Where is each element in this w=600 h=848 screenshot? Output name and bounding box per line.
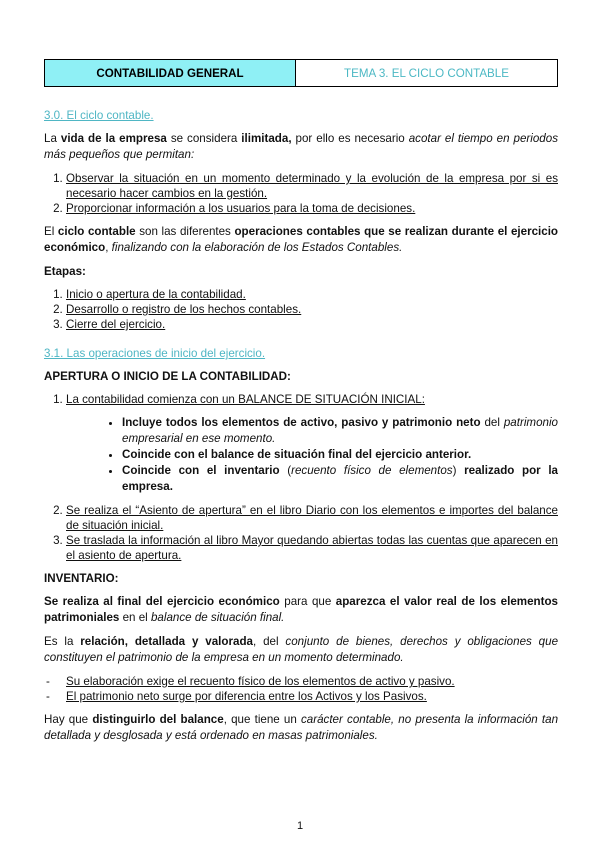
dash-item	[44, 674, 558, 689]
list-item-text: Se traslada la información al libro Mayor quedando abiertas todas las cuentas que aparecen en el asiento de apertura.	[66, 534, 558, 562]
paragraph-inventario-final	[44, 594, 558, 626]
list-item-text: Cierre del ejercicio.	[66, 318, 166, 331]
text-run-italic: carácter contable, no presenta la información tan detallada y desglosada y está ordenado en masas patrimoniales.	[44, 713, 559, 742]
list-item	[66, 287, 558, 302]
dash-item-text: Su elaboración exige el recuento físico de los elementos de activo y pasivo.	[66, 675, 455, 688]
text-run-bold: Coincide con el balance de situación final del ejercicio anterior.	[122, 448, 472, 461]
section-heading-3-1: 3.1. Las operaciones de inicio del ejercicio.	[44, 347, 266, 360]
text-run-bold: Coincide con el inventario	[122, 464, 280, 477]
etapas-list	[44, 287, 558, 332]
text-run-bold: aparezca el valor real de los elementos patrimoniales	[44, 595, 559, 624]
list-item	[66, 171, 558, 201]
apertura-title: APERTURA O INICIO DE LA CONTABILIDAD:	[44, 370, 291, 383]
text-run: para que	[279, 595, 336, 608]
list-item-text: Observar la situación en un momento determinado y la evolución de la empresa por si es necesario hacer cambios en la gestión.	[66, 172, 558, 200]
list-item-text: Desarrollo o registro de los hechos contables.	[66, 303, 302, 316]
text-run: en el	[119, 611, 151, 624]
document-header	[44, 59, 558, 87]
list-item	[66, 302, 558, 317]
list-item-text: La contabilidad comienza con un BALANCE DE SITUACIÓN INICIAL:	[66, 393, 425, 406]
text-run: La	[44, 132, 61, 145]
text-run-bold: distinguirlo del balance	[92, 713, 224, 726]
text-run: ,	[105, 241, 112, 254]
text-run: Es la	[44, 635, 81, 648]
text-run-bold: vida de la empresa	[60, 132, 167, 145]
bullet-item	[122, 463, 558, 495]
paragraph-inventario-definicion	[44, 634, 558, 666]
text-run-italic: finalizando con la elaboración de los Estados Contables.	[111, 241, 403, 254]
text-run-italic: conjunto de bienes, derechos y obligaciones que constituyen el patrimonio de la empresa en un momento determinado.	[44, 635, 559, 664]
list-item	[66, 392, 558, 495]
paragraph-distinguir-balance	[44, 712, 558, 744]
inventario-title: INVENTARIO:	[44, 572, 119, 585]
list-item-text: Se realiza el “Asiento de apertura” en el libro Diario con los elementos e importes del balance de situación inicial.	[66, 504, 558, 532]
text-run-bold: Se realiza al final del ejercicio económico	[44, 595, 280, 608]
list-item	[66, 317, 558, 332]
purposes-list	[44, 171, 558, 216]
text-run: por ello es necesario	[291, 132, 409, 145]
header-subject: CONTABILIDAD GENERAL	[45, 60, 296, 86]
page-number: 1	[296, 820, 304, 832]
balance-bullets	[66, 415, 558, 495]
text-run-bold: relación, detallada y valorada	[80, 635, 253, 648]
text-run-italic: balance de situación final.	[150, 611, 285, 624]
text-run-bold: ciclo contable	[57, 225, 136, 238]
text-run-bold: operaciones contables que se realizan durante el ejercicio económico	[44, 225, 559, 254]
text-run: Hay que	[44, 713, 93, 726]
text-run-italic: acotar el tiempo en periodos más pequeños que permitan:	[44, 132, 558, 161]
text-run: El	[44, 225, 58, 238]
text-run: son las diferentes	[135, 225, 235, 238]
section-heading-3-0: 3.0. El ciclo contable.	[44, 109, 154, 122]
text-run: , que tiene un	[223, 713, 301, 726]
list-item-text: Proporcionar información a los usuarios para la toma de decisiones.	[66, 202, 416, 215]
document-body	[44, 108, 558, 752]
text-run: )	[452, 464, 465, 477]
text-run-bold: ilimitada,	[241, 132, 292, 145]
text-run: (	[279, 464, 292, 477]
dash-item-text: El patrimonio neto surge por diferencia entre los Activos y los Pasivos.	[66, 690, 427, 703]
bullet-item	[122, 415, 558, 447]
text-run: , del	[252, 635, 286, 648]
paragraph-vida-empresa	[44, 131, 558, 163]
text-run: se considera	[166, 132, 242, 145]
bullet-item	[122, 447, 558, 463]
inventario-dash-list	[44, 674, 558, 704]
list-item	[66, 201, 558, 216]
text-run-bold: Incluye todos los elementos de activo, pasivo y patrimonio neto	[122, 416, 481, 429]
list-item-text: Inicio o apertura de la contabilidad.	[66, 288, 246, 301]
text-run-italic: patrimonio empresarial en ese momento.	[122, 416, 558, 445]
text-run: del	[480, 416, 504, 429]
text-run-bold: realizado por la empresa.	[122, 464, 558, 493]
dash-item	[44, 689, 558, 704]
paragraph-ciclo-contable	[44, 224, 558, 256]
text-run-italic: recuento físico de elementos	[291, 464, 453, 477]
apertura-list	[44, 392, 558, 563]
header-topic: TEMA 3. EL CICLO CONTABLE	[344, 66, 509, 80]
list-item	[66, 503, 558, 533]
list-item	[66, 533, 558, 563]
etapas-title: Etapas:	[44, 265, 86, 278]
